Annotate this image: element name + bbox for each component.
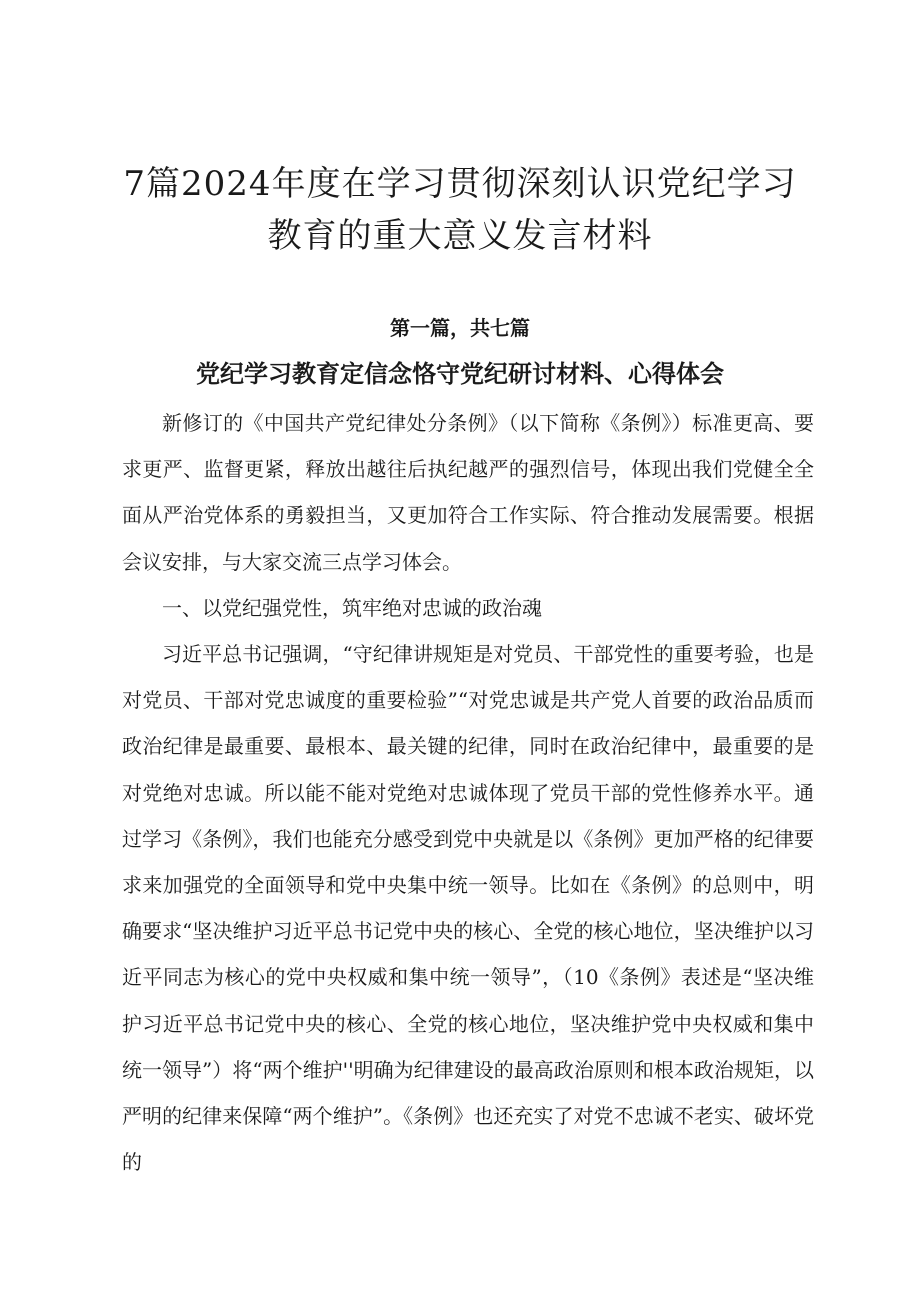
paragraph-intro: 新修订的《中国共产党纪律处分条例》（以下简称《条例》）标准更高、要求更严、监督更紧，释放出越往后执纪越严的强烈信号，体现出我们党健全全面从严治党体系的勇毅担当，又更加符合工作实际、符合推动发展需要。根据会议安排，与大家交流三点学习体会。 <box>122 411 814 574</box>
document-title <box>100 158 820 262</box>
part-label: 第一篇，共七篇 <box>390 316 530 340</box>
section-title: 党纪学习教育定信念恪守党纪研讨材料、心得体会 <box>196 360 724 388</box>
document-title-line-2: 教育的重大意义发言材料 <box>267 216 653 256</box>
document-body <box>122 400 814 1185</box>
paragraph-body-1: 习近平总书记强调，“守纪律讲规矩是对党员、干部党性的重要考验，也是对党员、干部对党忠诚度的重要检验”“对党忠诚是共产党人首要的政治品质而政治纪律是最重要、最根本、最关键的纪律，同时在政治纪律中，最重要的是对党绝对忠诚。所以能不能对党绝对忠诚体现了党员干部的党性修养水平。通过学习《条例》，我们也能充分感受到党中央就是以《条例》更加严格的纪律要求来加强党的全面领导和党中央集中统一领导。比如在《条例》的总则中，明确要求“坚决维护习近平总书记党中央的核心、全党的核心地位，坚决维护以习近平同志为核心的党中央权威和集中统一领导”，（10《条例》表述是“坚决维护习近平总书记党中央的核心、全党的核心地位，坚决维护党中央权威和集中统一领导”）将“两个维护''明确为纪律建设的最高政治原则和根本政治规矩，以严明的纪律来保障“两个维护”。《条例》也还充实了对党不忠诚不老实、破坏党的 <box>122 642 814 1175</box>
paragraph-heading-1: 一、以党纪强党性，筑牢绝对忠诚的政治魂 <box>162 595 542 620</box>
document-title-line-1: 7篇2024年度在学习贯彻深刻认识党纪学习 <box>123 164 797 204</box>
